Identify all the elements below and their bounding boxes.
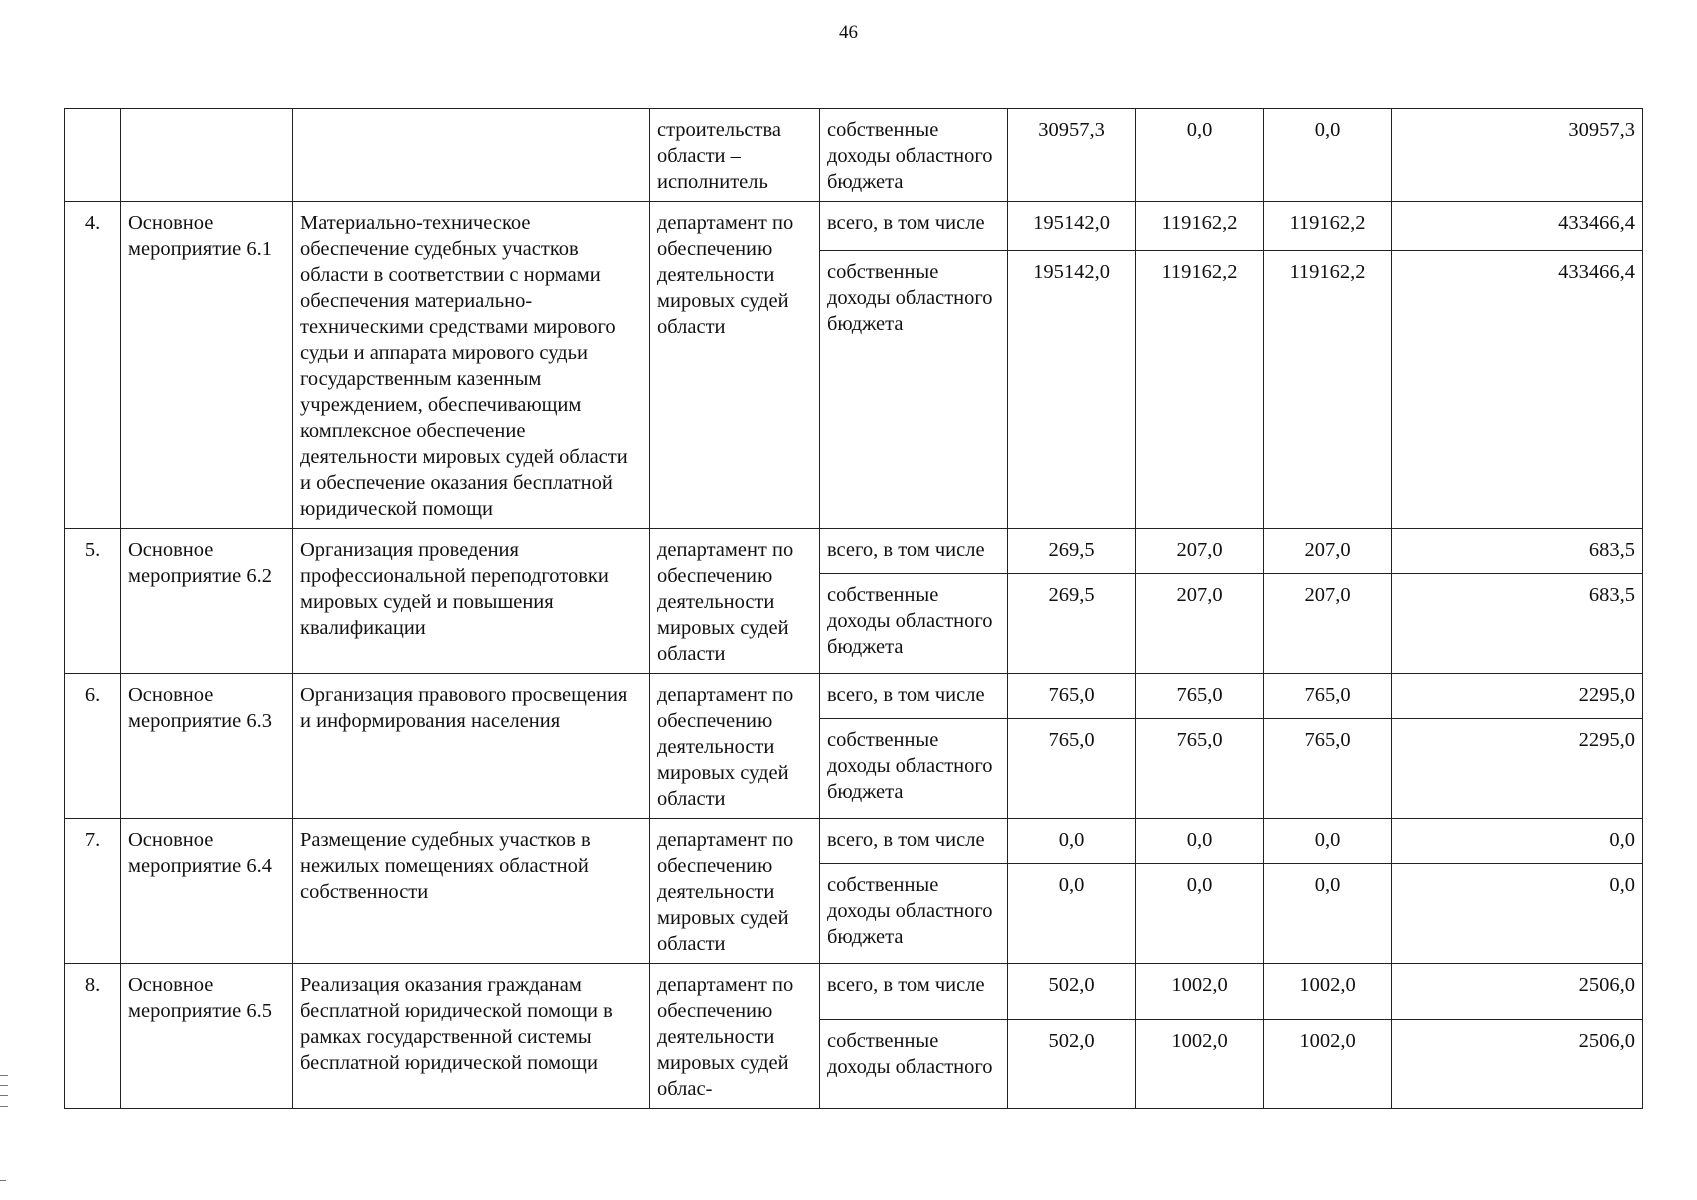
value-1: 195142,0: [1008, 251, 1136, 529]
value-3: 207,0: [1264, 573, 1392, 673]
cell-value-3: 0,0: [1264, 109, 1392, 202]
cell-measure: [121, 109, 293, 202]
value-1: 502,0: [1008, 964, 1136, 1020]
value-2: 207,0: [1136, 573, 1264, 673]
funding-source: всего, в том числе: [820, 674, 1008, 719]
funding-source: всего, в том числе: [820, 964, 1008, 1020]
measure-name: Размещение судебных участков в нежилых помещениях областной собственности: [293, 819, 650, 964]
row-number: 4.: [65, 202, 121, 529]
cell-source: собственные доходы областного бюджета: [820, 109, 1008, 202]
value-total: 683,5: [1392, 573, 1643, 673]
margin-tick: [0, 1180, 6, 1181]
budget-table: [64, 108, 1643, 1109]
value-1: 269,5: [1008, 529, 1136, 574]
value-total: 2506,0: [1392, 964, 1643, 1020]
funding-source: собственные доходы областного бюджета: [820, 573, 1008, 673]
value-total: 433466,4: [1392, 251, 1643, 529]
table-row: [65, 819, 1643, 864]
value-total: 0,0: [1392, 863, 1643, 963]
value-2: 207,0: [1136, 529, 1264, 574]
cell-total: 30957,3: [1392, 109, 1643, 202]
table-row: [65, 674, 1643, 719]
funding-source: собственные доходы областного: [820, 1019, 1008, 1108]
value-2: 119162,2: [1136, 202, 1264, 251]
cell-value-2: 0,0: [1136, 109, 1264, 202]
executor: департамент по обеспечению деятельности мировых судей области: [650, 819, 820, 964]
value-3: 1002,0: [1264, 1019, 1392, 1108]
executor: департамент по обеспечению деятельности мировых судей области: [650, 202, 820, 529]
measure-label: Основное мероприятие 6.4: [121, 819, 293, 964]
measure-label: Основное мероприятие 6.3: [121, 674, 293, 819]
funding-source: всего, в том числе: [820, 819, 1008, 864]
cell-executor: строительства области – исполнитель: [650, 109, 820, 202]
value-total: 2295,0: [1392, 718, 1643, 818]
funding-source: собственные доходы областного бюджета: [820, 718, 1008, 818]
measure-label: Основное мероприятие 6.1: [121, 202, 293, 529]
funding-source: всего, в том числе: [820, 529, 1008, 574]
value-total: 2506,0: [1392, 1019, 1643, 1108]
value-3: 119162,2: [1264, 251, 1392, 529]
funding-source: всего, в том числе: [820, 202, 1008, 251]
value-2: 119162,2: [1136, 251, 1264, 529]
value-1: 765,0: [1008, 718, 1136, 818]
value-1: 0,0: [1008, 819, 1136, 864]
value-2: 765,0: [1136, 674, 1264, 719]
value-2: 1002,0: [1136, 1019, 1264, 1108]
value-total: 433466,4: [1392, 202, 1643, 251]
measure-name: Организация проведения профессиональной переподготовки мировых судей и повышения квалификации: [293, 529, 650, 674]
cell-num: [65, 109, 121, 202]
table-row: [65, 202, 1643, 251]
value-3: 207,0: [1264, 529, 1392, 574]
measure-label: Основное мероприятие 6.2: [121, 529, 293, 674]
value-3: 0,0: [1264, 819, 1392, 864]
value-1: 0,0: [1008, 863, 1136, 963]
table-row: [65, 964, 1643, 1020]
executor: департамент по обеспечению деятельности мировых судей области: [650, 529, 820, 674]
cell-value-1: 30957,3: [1008, 109, 1136, 202]
measure-name: Материально-техническое обеспечение судебных участков области в соответствии с нормами обеспечения материально-техническими средствами мирового судьи и аппарата мирового судьи государственным казенным учреждением, обеспечивающим комплексное обеспечение деятельности мировых судей области и обеспечение оказания бесплатной юридической помощи: [293, 202, 650, 529]
funding-source: собственные доходы областного бюджета: [820, 251, 1008, 529]
measure-name: Реализация оказания гражданам бесплатной юридической помощи в рамках государственной системы бесплатной юридической помощи: [293, 964, 650, 1109]
executor: департамент по обеспечению деятельности мировых судей облас-: [650, 964, 820, 1109]
value-total: 2295,0: [1392, 674, 1643, 719]
table-row: [65, 529, 1643, 574]
value-3: 1002,0: [1264, 964, 1392, 1020]
page-number: 46: [839, 22, 858, 43]
measure-name: Организация правового просвещения и информирования населения: [293, 674, 650, 819]
value-total: 0,0: [1392, 819, 1643, 864]
row-number: 5.: [65, 529, 121, 674]
row-number: 7.: [65, 819, 121, 964]
executor: департамент по обеспечению деятельности мировых судей области: [650, 674, 820, 819]
cell-name: [293, 109, 650, 202]
value-1: 765,0: [1008, 674, 1136, 719]
table-row-continuation: [65, 109, 1643, 202]
value-total: 683,5: [1392, 529, 1643, 574]
measure-label: Основное мероприятие 6.5: [121, 964, 293, 1109]
value-2: 0,0: [1136, 819, 1264, 864]
value-1: 502,0: [1008, 1019, 1136, 1108]
row-number: 6.: [65, 674, 121, 819]
value-2: 1002,0: [1136, 964, 1264, 1020]
value-1: 195142,0: [1008, 202, 1136, 251]
value-3: 0,0: [1264, 863, 1392, 963]
margin-binding-marks: [0, 1075, 8, 1107]
funding-source: собственные доходы областного бюджета: [820, 863, 1008, 963]
value-1: 269,5: [1008, 573, 1136, 673]
value-3: 119162,2: [1264, 202, 1392, 251]
value-3: 765,0: [1264, 674, 1392, 719]
row-number: 8.: [65, 964, 121, 1109]
value-2: 0,0: [1136, 863, 1264, 963]
value-3: 765,0: [1264, 718, 1392, 818]
value-2: 765,0: [1136, 718, 1264, 818]
